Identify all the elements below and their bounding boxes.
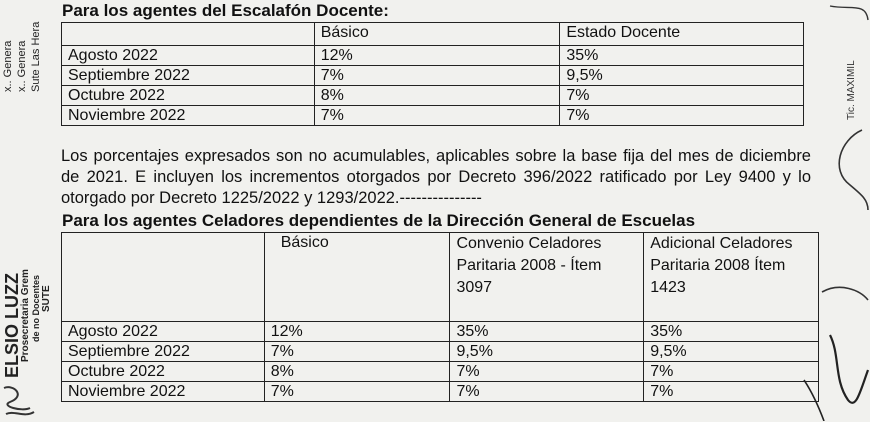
adicional-cell: 35% [644, 322, 819, 342]
month-cell: Septiembre 2022 [62, 342, 265, 362]
table-row [62, 362, 819, 382]
table-header-row [62, 233, 819, 322]
basico-cell: 12% [314, 46, 560, 66]
header-cell: Adicional Celadores Paritaria 2008 Ítem 1423 [644, 233, 819, 322]
convenio-cell: 7% [450, 382, 644, 402]
estado-cell: 7% [560, 86, 804, 106]
table-header-row [62, 23, 804, 46]
stamp-line: de no Docentes [31, 274, 41, 342]
month-cell: Octubre 2022 [62, 86, 315, 106]
month-cell: Noviembre 2022 [62, 382, 265, 402]
header-cell [62, 23, 315, 46]
basico-cell: 12% [264, 322, 450, 342]
table-row [62, 66, 804, 86]
estado-cell: 9,5% [560, 66, 804, 86]
month-cell: Septiembre 2022 [62, 66, 315, 86]
header-cell [62, 233, 265, 322]
section2-heading: Para los agentes Celadores dependientes de la Dirección General de Escuelas [62, 211, 696, 230]
stamp-name: ELSIO LUZZ [2, 273, 22, 378]
table-row [62, 106, 804, 126]
header-cell: Convenio Celadores Paritaria 2008 - Ítem 3097 [450, 233, 644, 322]
header-cell: Básico [264, 233, 450, 322]
stamp-line: x.. Genera [2, 40, 14, 92]
basico-cell: 8% [264, 362, 450, 382]
month-cell: Octubre 2022 [62, 362, 265, 382]
signature-stamp-text: Tic. MAXIMIL [846, 60, 857, 120]
stamp-line: Sute Las Hera [30, 21, 42, 92]
estado-cell: 35% [560, 46, 804, 66]
basico-cell: 7% [264, 382, 450, 402]
union-stamp [0, 0, 58, 421]
stamp-line: x.. Genera [16, 40, 28, 92]
basico-cell: 8% [314, 86, 560, 106]
docente-table [61, 22, 804, 126]
table-row [62, 86, 804, 106]
adicional-cell: 7% [644, 382, 819, 402]
stamp-line: Prosecretaria Grem [20, 269, 31, 362]
table-row [62, 382, 819, 402]
header-cell: Estado Docente [560, 23, 804, 46]
stamp-line: SUTE [41, 285, 52, 312]
basico-cell: 7% [314, 106, 560, 126]
adicional-cell: 7% [644, 362, 819, 382]
table-row [62, 342, 819, 362]
month-cell: Agosto 2022 [62, 322, 265, 342]
table-row [62, 322, 819, 342]
stamp-seal-icon [0, 382, 40, 422]
table-row [62, 46, 804, 66]
estado-cell: 7% [560, 106, 804, 126]
convenio-cell: 35% [450, 322, 644, 342]
section1-heading: Para los agentes del Escalafón Docente: [62, 1, 389, 20]
month-cell: Noviembre 2022 [62, 106, 315, 126]
basico-cell: 7% [264, 342, 450, 362]
basico-cell: 7% [314, 66, 560, 86]
convenio-cell: 9,5% [450, 342, 644, 362]
convenio-cell: 7% [450, 362, 644, 382]
header-cell: Básico [314, 23, 560, 46]
celadores-table [61, 232, 819, 402]
month-cell: Agosto 2022 [62, 46, 315, 66]
adicional-cell: 9,5% [644, 342, 819, 362]
notes-paragraph: Los porcentajes expresados son no acumulables, aplicables sobre la base fija del mes de diciembre de 2021. E incluyen los incrementos otorgados por Decreto 396/2022 ratificado por Ley 9400 y lo otorgado por Decreto 1225/2022 y 1293/2022.--------------- [61, 147, 811, 207]
